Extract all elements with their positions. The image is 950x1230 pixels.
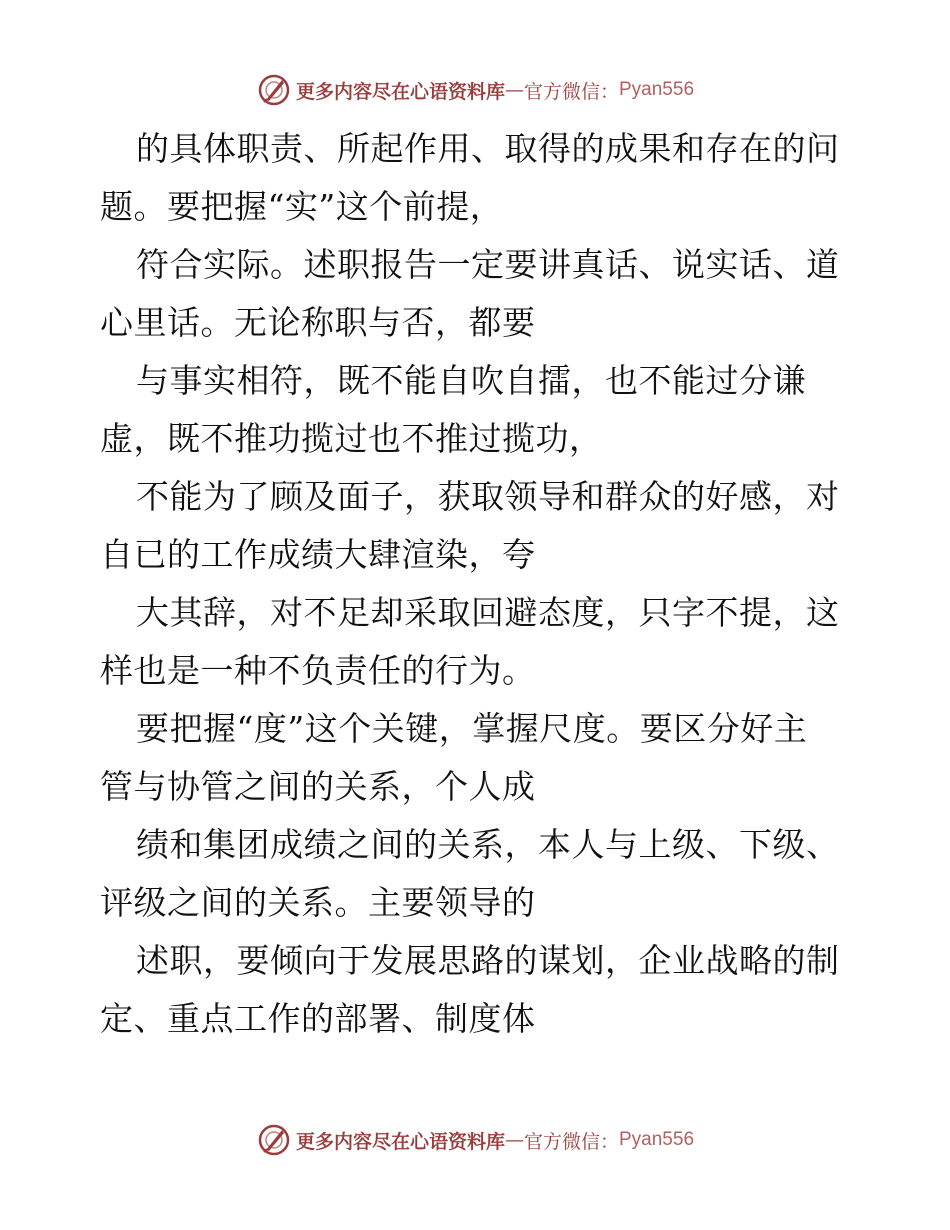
- footer-wechat-id: Pyan556: [619, 1129, 695, 1150]
- paragraph-line: 心里话。无论称职与否，都要: [100, 303, 536, 342]
- paragraph-line: 题。要把握“实”这个前提，: [100, 187, 504, 226]
- paragraph-line: 的具体职责、所起作用、取得的成果和存在的问: [136, 129, 840, 168]
- paragraph-line: 定、重点工作的部署、制度体: [100, 999, 536, 1038]
- quill-circle-logo-icon: [256, 1122, 292, 1158]
- paragraph-line: 评级之间的关系。主要领导的: [100, 883, 536, 922]
- footer-separator: —: [504, 1129, 524, 1151]
- paragraph-line: 大其辞，对不足却采取回避态度，只字不提，这: [136, 593, 840, 632]
- header-separator: —: [504, 79, 524, 101]
- paragraph-line: 不能为了顾及面子，获取领导和群众的好感，对: [136, 477, 840, 516]
- paragraph-line: 样也是一种不负责任的行为。: [100, 651, 536, 690]
- paragraph-line: 述职，要倾向于发展思路的谋划，企业战略的制: [136, 941, 840, 980]
- paragraph-line: 绩和集团成绩之间的关系，本人与上级、下级、: [136, 825, 840, 864]
- footer-wechat-label: 官方微信：: [523, 1130, 619, 1153]
- document-body: [100, 120, 855, 1048]
- footer-site-name: 更多内容尽在心语资料库: [295, 1130, 505, 1153]
- paragraph-line: 自已的工作成绩大肆渲染，夸: [100, 535, 536, 574]
- footer-banner: [0, 1120, 950, 1160]
- header-wechat-id: Pyan556: [619, 79, 695, 100]
- header-banner: [0, 70, 950, 110]
- paragraph-line: 虚，既不推功揽过也不推过揽功，: [100, 419, 603, 458]
- header-wechat-label: 官方微信：: [523, 80, 619, 103]
- paragraph-line: 要把握“度”这个关键，掌握尺度。要区分好主: [136, 709, 808, 748]
- quill-circle-logo-icon: [256, 72, 292, 108]
- paragraph-line: 管与协管之间的关系，个人成: [100, 767, 536, 806]
- header-site-name: 更多内容尽在心语资料库: [295, 80, 505, 103]
- paragraph-line: 与事实相符，既不能自吹自擂，也不能过分谦: [136, 361, 806, 400]
- paragraph-line: 符合实际。述职报告一定要讲真话、说实话、道: [136, 245, 840, 284]
